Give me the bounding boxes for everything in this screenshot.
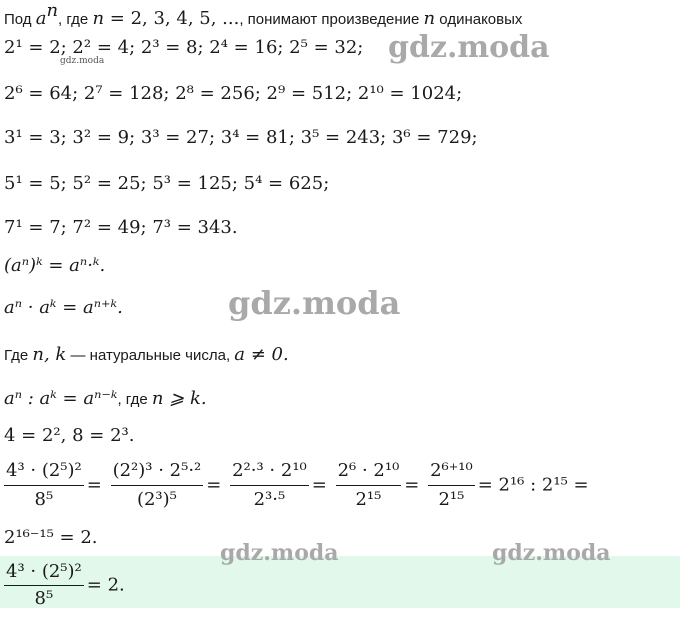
fraction-3: [230, 458, 309, 513]
fraction-4-numerator: 2⁶ · 2¹⁰: [336, 458, 402, 486]
fraction-5-numerator: 2⁶⁺¹⁰: [428, 458, 475, 486]
powers-of-seven-row: 7¹ = 7; 7² = 49; 7³ = 343.: [4, 217, 238, 238]
fraction-1-denominator: 8⁵: [34, 489, 54, 510]
powers-of-two-row-2: 2⁶ = 64; 2⁷ = 128; 2⁸ = 256; 2⁹ = 512; 2¹⁰ = 1024;: [4, 83, 463, 104]
fraction-3-numerator: 2²·³ · 2¹⁰: [230, 458, 309, 486]
where-prefix: Где: [4, 347, 33, 364]
fraction-2-numerator: (2²)³ · 2⁵·²: [111, 458, 204, 486]
intro-line: [4, 0, 523, 32]
intro-suffix: , понимают произведение: [239, 11, 424, 28]
where-text: — натуральные числа,: [66, 347, 235, 364]
fraction-1-numerator: 4³ · (2⁵)²: [4, 458, 84, 486]
rule-power-of-power: (aⁿ)ᵏ = aⁿ·ᵏ.: [4, 255, 106, 276]
fraction-5: [428, 458, 475, 513]
fraction-2: [111, 458, 204, 513]
fraction-1: [4, 458, 84, 513]
powers-of-three-row: 3¹ = 3; 3² = 9; 3³ = 27; 3⁴ = 81; 3⁵ = 243; 3⁶ = 729;: [4, 127, 478, 148]
fraction-4-denominator: 2¹⁵: [355, 489, 382, 510]
solution-tail: = 2¹⁶ : 2¹⁵ =: [477, 474, 589, 496]
answer-fraction: [4, 560, 84, 611]
watermark-top: gdz.moda: [388, 30, 550, 65]
quotient-where: , где: [117, 391, 152, 408]
fraction-2-denominator: (2³)⁵: [136, 489, 177, 510]
where-vars: n, k: [32, 344, 67, 365]
powers-of-two-row-1: 2¹ = 2; 2² = 4; 2³ = 8; 2⁴ = 16; 2⁵ = 32;: [4, 37, 364, 58]
rule-where-line: [4, 342, 289, 368]
solution-continuation: 2¹⁶⁻¹⁵ = 2.: [4, 527, 98, 548]
intro-n-end: n: [423, 8, 436, 29]
rule-product: aⁿ · aᵏ = aⁿ⁺ᵏ.: [4, 297, 123, 318]
watermark-bottom-left: gdz.moda: [220, 540, 339, 566]
watermark-bottom-right: gdz.moda: [492, 540, 611, 566]
answer-denominator: 8⁵: [34, 588, 54, 609]
rule-quotient: aⁿ : aᵏ = aⁿ⁻ᵏ: [4, 388, 118, 409]
intro-a: a: [35, 8, 47, 29]
where-cond: a ≠ 0.: [234, 344, 289, 365]
facts-line: 4 = 2², 8 = 2³.: [4, 425, 135, 446]
rule-quotient-line: [4, 386, 207, 412]
intro-n-sup: n: [46, 0, 59, 21]
answer-numerator: 4³ · (2⁵)²: [4, 560, 84, 586]
answer-result: = 2.: [86, 574, 125, 596]
watermark-middle: gdz.moda: [228, 284, 401, 322]
solution-chain: $\frac{\text{4³ · (2⁵)²}}{\text{8⁵}}$ = $\frac{\text{(2²)³ · 2⁵·²}}{\text{(2³)⁵}}$ = $\frac{\text{2²·³ · 2¹⁰}}{\text{2³·⁵}}$ = $\frac{\text{2⁶ · 2¹⁰}}{\text{2¹⁵}}$ = $\frac{\text{2⁶⁺¹⁰}}{\text{2¹⁵}}$ = 2¹⁶ : 2¹⁵ =: [4, 458, 589, 513]
intro-prefix: Под: [4, 11, 36, 28]
fraction-5-denominator: 2¹⁵: [438, 489, 465, 510]
intro-mid: , где: [58, 11, 93, 28]
fraction-3-denominator: 2³·⁵: [253, 489, 286, 510]
intro-values: = 2, 3, 4, 5, ...: [104, 8, 240, 29]
answer-line: [4, 560, 125, 611]
powers-of-five-row: 5¹ = 5; 5² = 25; 5³ = 125; 5⁴ = 625;: [4, 173, 330, 194]
intro-end: одинаковых: [435, 11, 523, 28]
watermark-small: gdz.moda: [60, 56, 105, 66]
quotient-cond: n ⩾ k.: [151, 388, 207, 409]
intro-n-var: n: [92, 8, 105, 29]
fraction-4: [336, 458, 402, 513]
